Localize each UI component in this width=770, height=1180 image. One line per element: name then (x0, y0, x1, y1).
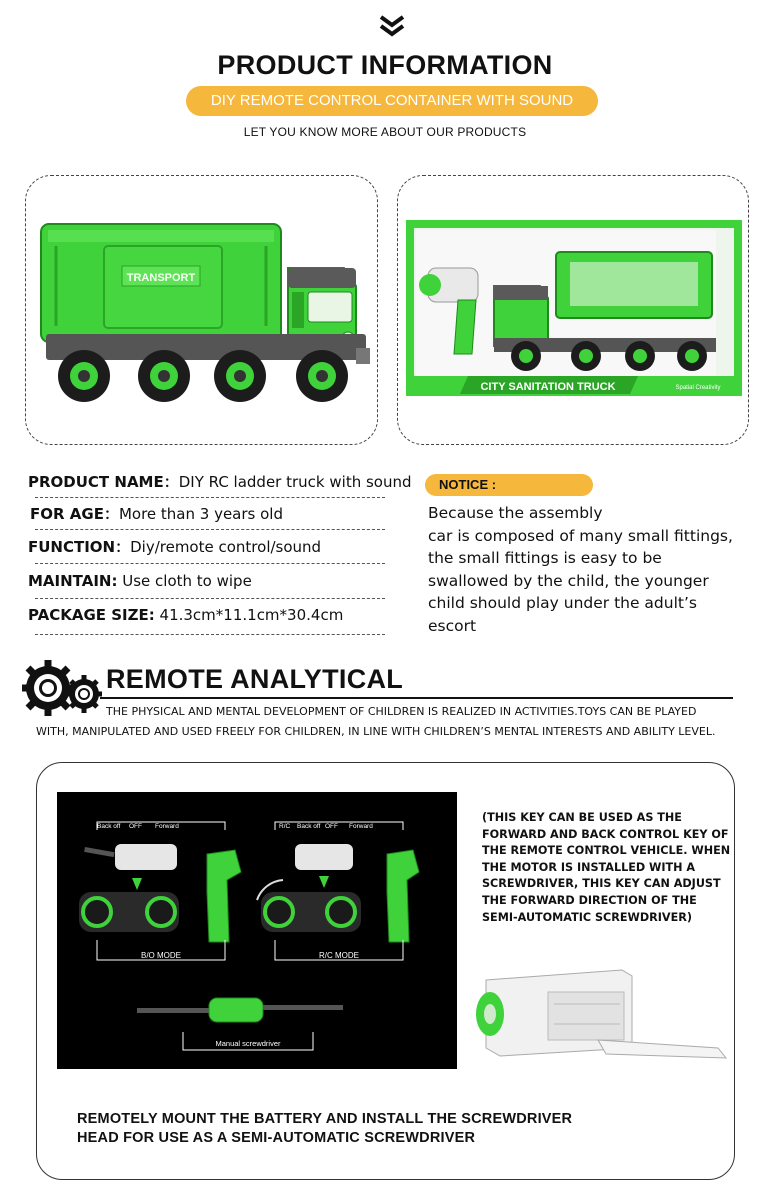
divider (35, 598, 385, 599)
svg-text:OFF: OFF (325, 823, 338, 830)
double-chevron-down-icon (375, 14, 409, 40)
key-note-text: (THIS KEY CAN BE USED AS THE FORWARD AND BACK CONTROL KEY OF THE REMOTE CONTROL VEHICLE. WHEN THE MOTOR IS INSTALLED WITH A SCREWDRIVER, THIS KEY CAN ADJUST THE FORWARD DIRECTION OF THE SEMI-AUTOMATIC SCREWDRIVER) (482, 811, 731, 924)
svg-text:OFF: OFF (129, 823, 142, 830)
svg-text:Back off: Back off (97, 823, 121, 830)
rc-mode-label: R/C MODE (319, 951, 359, 960)
notice-text: Because the assembly car is composed of many small fittings, the small fittings is easy to be swallowed by the child, the younger child should play under the adult’s escort (428, 504, 733, 635)
section-rule (100, 697, 733, 699)
section-desc-line1: THE PHYSICAL AND MENTAL DEVELOPMENT OF CHILDREN IS REALIZED IN ACTIVITIES.TOYS CAN BE PLAYED (106, 705, 697, 718)
divider (35, 497, 385, 498)
divider (35, 529, 385, 530)
package-image (398, 176, 747, 442)
divider (35, 634, 385, 635)
manual-screwdriver-label: Manual screwdriver (215, 1039, 281, 1048)
mode-diagram-image (57, 792, 457, 1069)
spec-for-age: FOR AGE：More than 3 years old (30, 505, 283, 523)
divider (35, 563, 385, 564)
page-subtitle: LET YOU KNOW MORE ABOUT OUR PRODUCTS (243, 125, 527, 139)
page-title: PRODUCT INFORMATION (217, 50, 553, 80)
package-brand-text: Spatial Creativity (675, 385, 721, 391)
svg-text:Forward: Forward (349, 823, 373, 830)
truck-image-card (25, 175, 378, 445)
battery-compartment-image (470, 962, 740, 1070)
svg-text:R/C: R/C (279, 823, 291, 830)
package-banner-text: CITY SANITATION TRUCK (480, 381, 616, 393)
product-pill: DIY REMOTE CONTROL CONTAINER WITH SOUND (186, 86, 598, 116)
spec-product-name: PRODUCT NAME：DIY RC ladder truck with sound (28, 473, 412, 491)
notice-badge: NOTICE : (425, 474, 593, 496)
spec-package-size: PACKAGE SIZE: 41.3cm*11.1cm*30.4cm (28, 606, 344, 624)
gears-icon (22, 660, 102, 716)
svg-text:Back off: Back off (297, 823, 321, 830)
bo-mode-label: B/O MODE (140, 951, 182, 960)
package-image-card (397, 175, 749, 445)
spec-maintain: MAINTAIN: Use cloth to wipe (28, 572, 252, 590)
spec-function: FUNCTION：Diy/remote control/sound (28, 538, 322, 556)
section-desc-line2: WITH, MANIPULATED AND USED FREELY FOR CHILDREN, IN LINE WITH CHILDREN’S MENTAL INTERESTS AND ABILITY LEVEL. (36, 725, 716, 738)
svg-text:Forward: Forward (155, 823, 179, 830)
container-label: TRANSPORT (126, 272, 196, 284)
truck-image (26, 176, 376, 442)
bottom-instruction: REMOTELY MOUNT THE BATTERY AND INSTALL THE SCREWDRIVER HEAD FOR USE AS A SEMI-AUTOMATIC SCREWDRIVER (77, 1111, 573, 1146)
mode-diagram (57, 792, 457, 1069)
section-title: REMOTE ANALYTICAL (106, 664, 404, 694)
